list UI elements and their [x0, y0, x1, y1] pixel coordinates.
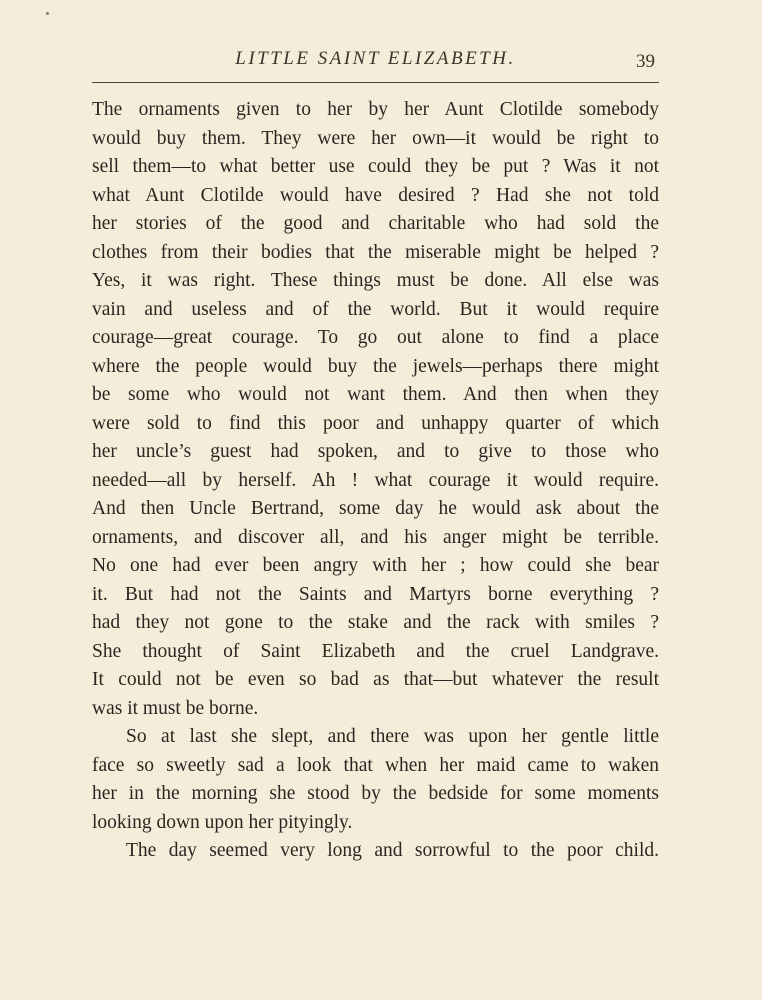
text-line: was it must be borne. [92, 697, 259, 719]
text-line: vain and useless and of the world. But it would require [92, 298, 659, 320]
text-line: looking down upon her pityingly. [92, 811, 353, 833]
text-line: needed—all by herself. Ah ! what courage it would require. [92, 469, 659, 491]
text-line: clothes from their bodies that the miserable might be helped ? [92, 241, 659, 263]
text-line: The ornaments given to her by her Aunt Clotilde somebody [92, 99, 659, 120]
text-line: had they not gone to the stake and the rack with smiles ? [92, 612, 659, 633]
text-line: courage—great courage. To go out alone to find a place [92, 327, 659, 348]
text-line: face so sweetly sad a look that when her maid came to waken [92, 754, 659, 776]
text-line: what Aunt Clotilde would have desired ? Had she not told [92, 184, 659, 206]
text-line: her stories of the good and charitable who had sold the [92, 213, 659, 234]
text-line: be some who would not want them. And then when they [92, 384, 659, 405]
header-rule [92, 82, 659, 83]
body-text [92, 96, 659, 866]
text-line: No one had ever been angry with her ; how could she bear [92, 555, 659, 576]
text-line: her in the morning she stood by the bedside for some moments [92, 783, 659, 804]
text-line: would buy them. They were her own—it would be right to [92, 127, 659, 149]
text-line: ornaments, and discover all, and his anger might be terrible. [92, 526, 659, 548]
text-line: She thought of Saint Elizabeth and the cruel Landgrave. [92, 640, 659, 662]
text-line: And then Uncle Bertrand, some day he would ask about the [92, 498, 659, 519]
text-line: where the people would buy the jewels—perhaps there might [92, 355, 659, 377]
text-line: were sold to find this poor and unhappy quarter of which [92, 412, 659, 434]
text-line: The day seemed very long and sorrowful to the poor child. [126, 840, 659, 861]
running-head [92, 44, 659, 76]
text-line: sell them—to what better use could they be put ? Was it not [92, 156, 659, 177]
page-number: 39 [636, 51, 655, 72]
text-line: It could not be even so bad as that—but whatever the result [92, 669, 659, 690]
page-blemish [46, 12, 49, 15]
text-line: So at last she slept, and there was upon her gentle little [126, 726, 659, 747]
text-line: it. But had not the Saints and Martyrs borne everything ? [92, 583, 659, 605]
running-title: LITTLE SAINT ELIZABETH. [235, 48, 516, 69]
text-line: her uncle’s guest had spoken, and to give to those who [92, 441, 659, 462]
text-line: Yes, it was right. These things must be done. All else was [92, 270, 659, 291]
